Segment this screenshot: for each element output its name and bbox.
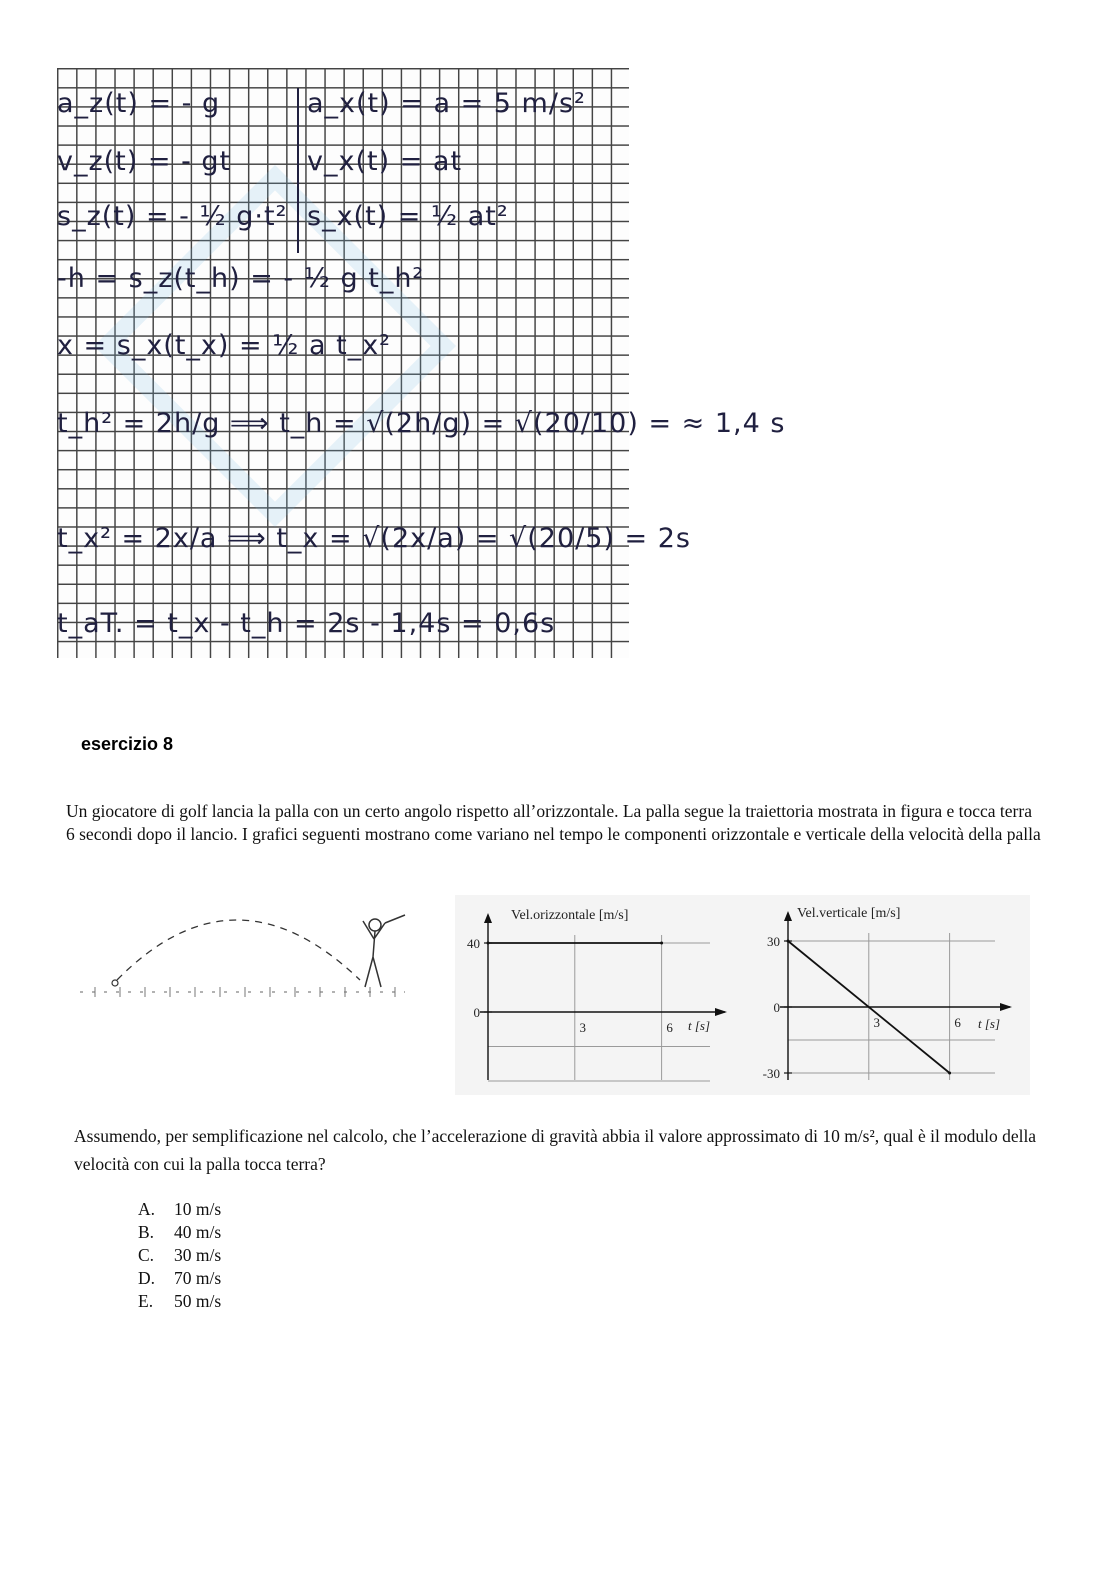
data-point xyxy=(660,942,663,945)
x-axis-label: t [s] xyxy=(978,1016,1001,1031)
data-point xyxy=(948,1072,951,1075)
option-e[interactable] xyxy=(138,1290,221,1313)
note-line: x = s_x(t_x) = ½ a t_x² xyxy=(57,330,392,361)
note-line: t_x² = 2x/a ⟹ t_x = √(2x/a) = √(20/5) = 2s xyxy=(57,523,691,554)
golfer-icon xyxy=(363,915,405,987)
note-line: v_z(t) = - gt xyxy=(57,146,232,177)
option-text: 40 m/s xyxy=(174,1222,222,1242)
x-tick-label: 3 xyxy=(579,1020,587,1035)
y-tick-label: 30 xyxy=(767,934,780,949)
option-letter: D. xyxy=(138,1268,156,1288)
note-line: t_h² = 2h/g ⟹ t_h = √(2h/g) = √(20/10) = ≈ 1,4 s xyxy=(57,408,786,439)
chart-title: Vel.verticale [m/s] xyxy=(797,906,901,921)
note-line: -h = s_z(t_h) = - ½ g t_h² xyxy=(57,263,425,294)
vertical-velocity-chart xyxy=(745,895,1030,1095)
note-line: a_z(t) = - g xyxy=(57,88,221,119)
answer-options xyxy=(138,1198,221,1313)
note-line: t_aT. = t_x - t_h = 2s - 1,4s = 0,6s xyxy=(57,608,556,639)
option-text: 30 m/s xyxy=(174,1245,222,1265)
note-line: s_z(t) = - ½ g·t² xyxy=(57,201,288,232)
question-text: Assumendo, per semplificazione nel calcolo, che l’accelerazione di gravità abbia il valore approssimato di 10 m/s², qual è il modulo della velocità con cui la palla tocca terra? xyxy=(74,1126,1037,1174)
handwritten-notes xyxy=(57,68,786,658)
option-text: 50 m/s xyxy=(174,1291,222,1311)
option-letter: B. xyxy=(138,1222,155,1242)
data-point xyxy=(487,942,490,945)
note-divider xyxy=(297,88,299,253)
option-letter: E. xyxy=(138,1291,154,1311)
option-text: 10 m/s xyxy=(174,1199,222,1219)
data-point xyxy=(787,940,790,943)
option-d[interactable] xyxy=(138,1267,221,1290)
option-letter: A. xyxy=(138,1199,156,1219)
x-tick-label: 6 xyxy=(666,1020,673,1035)
y-tick-label: 0 xyxy=(473,1005,480,1020)
x-tick-label: 6 xyxy=(954,1015,961,1030)
option-c[interactable] xyxy=(138,1244,221,1267)
note-line: s_x(t) = ½ at² xyxy=(307,201,509,232)
problem-text: Un giocatore di golf lancia la palla con un certo angolo rispetto all’orizzontale. La palla segue la traiettoria mostrata in figura e tocca terra 6 secondi dopo il lancio. I grafici seguenti mostrano come variano nel tempo le componenti orizzontale e verticale della velocità della palla xyxy=(66,801,1041,844)
chart-title: Vel.orizzontale [m/s] xyxy=(511,908,629,923)
x-tick-label: 3 xyxy=(873,1015,881,1030)
y-tick-label: -30 xyxy=(762,1066,780,1081)
golf-trajectory-illustration xyxy=(75,895,425,1010)
option-a[interactable] xyxy=(138,1198,221,1221)
y-tick-label: 0 xyxy=(773,1000,780,1015)
x-axis-label: t [s] xyxy=(688,1018,711,1033)
y-tick-label: 40 xyxy=(467,936,480,951)
option-letter: C. xyxy=(138,1245,155,1265)
option-b[interactable] xyxy=(138,1221,221,1244)
note-line: a_x(t) = a = 5 m/s² xyxy=(307,88,586,119)
option-text: 70 m/s xyxy=(174,1268,222,1288)
exercise-heading: esercizio 8 xyxy=(81,734,174,754)
note-line: v_x(t) = at xyxy=(307,146,463,177)
horizontal-velocity-chart xyxy=(455,895,745,1095)
